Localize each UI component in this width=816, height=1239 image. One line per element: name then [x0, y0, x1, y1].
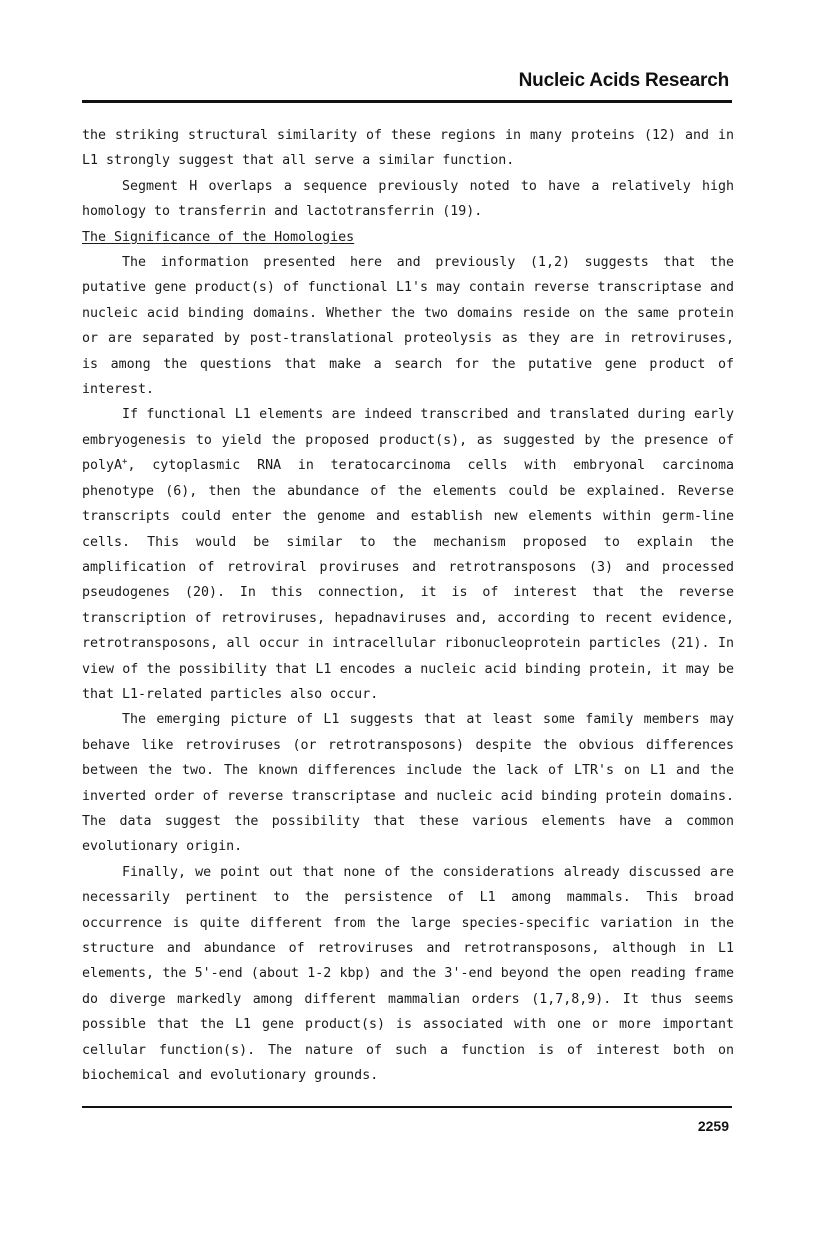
superscript-plus: +	[122, 457, 128, 468]
journal-title: Nucleic Acids Research	[518, 70, 729, 91]
paragraph-6: Finally, we point out that none of the considerations already discussed are necessarily pertinent to the persistence of L1 among mammals. This broad occurrence is quite different from the large species-specific variation in the structure and abundance of retroviruses and retrotransposons, although in L1 elements, the 5'-end (about 1-2 kbp) and the 3'-end beyond the open reading frame do diverge markedly among different mammalian orders (1,7,8,9). It thus seems possible that the L1 gene product(s) is associated with one or more important cellular function(s). The nature of such a function is of interest both on biochemical and evolutionary grounds.	[82, 864, 734, 1084]
paragraph-4	[82, 402, 734, 707]
paragraph-2: Segment H overlaps a sequence previously noted to have a relatively high homology to transferrin and lactotransferrin (19).	[82, 178, 734, 220]
footer-rule	[82, 1106, 732, 1108]
header-rule	[82, 100, 732, 103]
paragraph-1: the striking structural similarity of these regions in many proteins (12) and in L1 strongly suggest that all serve a similar function.	[82, 128, 734, 169]
paragraph-4-part-2: , cytoplasmic RNA in teratocarcinoma cells with embryonal carcinoma phenotype (6), then the abundance of the elements could be explained. Reverse transcripts could enter the genome and establish new elements within germ-line cells. This would be similar to the mechanism proposed to explain the amplification of retroviral proviruses and retrotransposons (3) and processed pseudogenes (20). In this connection, it is of interest that the reverse transcription of retroviruses, hepadnaviruses and, according to recent evidence, retrotransposons, all occur in intracellular ribonucleoprotein particles (21). In view of the possibility that L1 encodes a nucleic acid binding protein, it may be that L1-related particles also occur.	[82, 458, 734, 702]
body-text	[82, 123, 734, 1088]
page-number: 2259	[697, 1118, 729, 1134]
section-heading	[82, 225, 734, 250]
paragraph-5: The emerging picture of L1 suggests that at least some family members may behave like retroviruses (or retrotransposons) despite the obvious differences between the two. The known differences include the lack of LTR's on L1 and the inverted order of reverse transcriptase and nucleic acid binding protein domains. The data suggest the possibility that these various elements have a common evolutionary origin.	[82, 712, 734, 855]
paragraph-4-part-1: If functional L1 elements are indeed transcribed and translated during early embryogenesis to yield the proposed product(s), as suggested by the presence of polyA	[82, 407, 734, 474]
paragraph-3: The information presented here and previously (1,2) suggests that the putative gene product(s) of functional L1's may contain reverse transcriptase and nucleic acid binding domains. Whether the two domains reside on the same protein or are separated by post-translational proteolysis as they are in retroviruses, is among the questions that make a search for the putative gene product of interest.	[82, 255, 734, 398]
section-heading-text: The Significance of the Homologies	[82, 229, 355, 245]
